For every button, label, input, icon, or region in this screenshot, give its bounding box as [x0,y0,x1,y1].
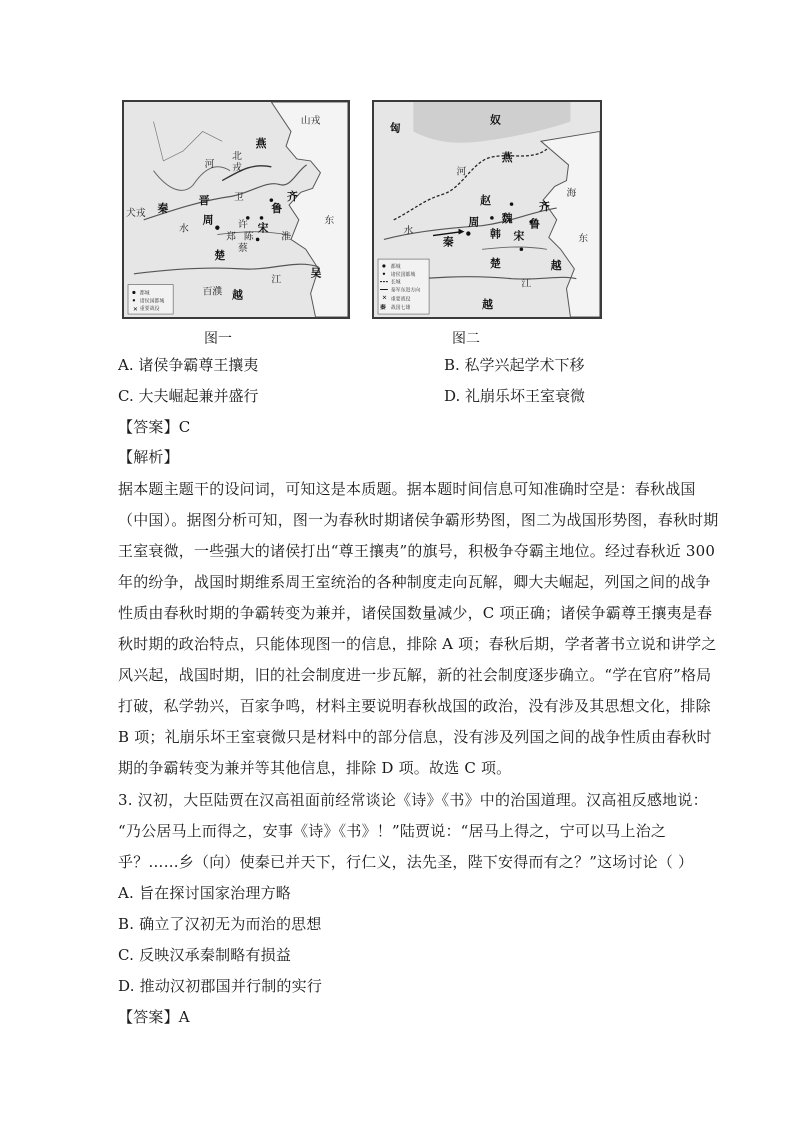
map2-city-dot [510,202,514,206]
map2-label-dong: 东 [578,233,589,245]
map2-label-yue-east: 越 [550,258,562,272]
map2-capital-dot [466,231,470,235]
map1-legend-vassal: 诸侯国都城 [139,298,165,305]
map1-label-yan: 燕 [255,137,267,151]
map2-label-wei: 魏 [501,211,513,225]
map1-label-chu: 楚 [214,249,226,263]
map1-label-song: 宋 [257,221,269,235]
map1-label-qin: 秦 [157,201,169,215]
analysis-line: 秋时期的政治特点，只能体现图一的信息，排除 A 项；春秋后期，学者著书立说和讲学之 [118,635,717,653]
svg-text:✕: ✕ [381,295,387,302]
map1-label-lu: 鲁 [271,201,283,215]
map1-capital-dot [215,226,219,230]
analysis-line: 期的争霸转变为兼并等其他信息，排除 D 项。故选 C 项。 [118,759,512,777]
figure2-caption: 图二 [452,331,480,347]
q3-option-d: D. 推动汉初郡国并行制的实行 [118,977,323,995]
map1-label-shui: 水 [179,223,189,235]
analysis-line: B 项；礼崩乐坏王室衰微只是材料中的部分信息，没有涉及列国之间的战争性质由春秋时 [118,728,712,746]
map2-label-yan: 燕 [501,150,513,164]
q2-option-c: C. 大夫崛起兼并盛行 [118,387,259,405]
map1-label-baipu: 百濮 [202,286,223,298]
map1-label-shanrong: 山戎 [300,115,321,127]
map2-label-jiang: 江 [521,278,532,290]
map2-legend-wall: 长城 [390,279,401,286]
map2-label-qi: 齐 [539,199,550,213]
map1-label-chen: 陈 [243,231,254,243]
map2-label-song: 宋 [513,229,525,243]
map2-legend-qin-route: 秦军东进方向 [390,287,421,294]
map1-label-zheng: 郑 [226,231,236,243]
q3-option-c: C. 反映汉承秦制略有损益 [118,946,292,964]
analysis-line: 年的纷争，战国时期维系周王室统治的各种制度走向瓦解，卿大夫崛起，列国之间的战争 [118,573,711,591]
analysis-line: （中国）。据图分析可知，图一为春秋时期诸侯争霸形势图，图二为战国形势图，春秋时期 [118,511,719,529]
map1-svg [124,102,348,317]
analysis-line: 据本题主题干的设问词，可知这是本质题。据本题时间信息可知准确时空是：春秋战国 [118,480,696,498]
map2-label-yue-south: 越 [482,298,493,312]
map2-svg [374,102,600,317]
map2-label-shui: 水 [403,225,414,237]
map2-label-zhao: 赵 [480,194,491,208]
map1-city-dot [260,216,264,220]
svg-text:✕: ✕ [132,307,138,314]
map1-label-xu: 许 [237,219,248,231]
map2-label-lu: 鲁 [529,217,541,231]
map2-legend-capital: 都城 [390,263,401,270]
q3-stem-line: “乃公居马上而得之，安事《诗》《书》！”陆贾说：“居马上得之，宁可以马上治之 [118,822,667,840]
analysis-line: 王室衰微，一些强大的诸侯打出“尊王攘夷”的旗号，积极争夺霸主地位。经过春秋近 300 [118,542,716,560]
map1-label-rong: 戎 [232,162,242,174]
map2-label-nu: 奴 [489,113,501,127]
map2-label-han: 韩 [489,227,501,241]
map1-label-jiang: 江 [271,274,282,286]
q2-answer: 【答案】C [118,418,191,436]
q3-answer: 【答案】A [118,1008,190,1026]
map2-city-dot [520,247,524,251]
map1-label-wu: 吴 [310,266,322,280]
map2-label-hai: 海 [566,188,577,200]
map2-label-zhou: 周 [468,215,480,229]
map2-legend-seven: 战国七雄 [390,305,411,312]
map1-label-jin: 晋 [198,194,210,208]
map1-label-huai: 淮 [281,231,291,243]
map2-city-dot [490,216,494,220]
map2-legend [378,259,429,314]
map2-label-chu: 楚 [489,256,501,270]
q2-option-d: D. 礼崩乐坏王室衰微 [444,387,586,405]
map-warring-states [372,100,602,319]
map1-legend [128,285,173,314]
map1-legend-battle: 重要战役 [139,306,160,313]
analysis-line: 风兴起，战国时期，旧的社会制度进一步瓦解，新的社会制度逐步确立。“学在官府”格局 [118,666,712,684]
svg-text:秦: 秦 [379,304,386,312]
map1-label-wei: 卫 [234,192,244,204]
q2-option-b: B. 私学兴起学术下移 [444,356,585,374]
map1-label-cai: 蔡 [237,243,248,255]
map1-label-qi: 齐 [287,190,298,204]
map1-label-yue: 越 [232,288,243,302]
figure1-caption: 图一 [204,331,232,347]
map2-label-xiong: 匈 [389,121,401,135]
map1-legend-capital: 都城 [139,290,150,297]
q3-option-a: A. 旨在探讨国家治理方略 [118,884,291,902]
map2-legend-battle: 重要战役 [390,296,411,303]
analysis-line: 打破，私学勃兴，百家争鸣，材料主要说明春秋战国的政治，没有涉及其思想文化，排除 [118,697,711,715]
map1-label-zhou: 周 [202,213,214,227]
map1-label-bei: 北 [232,150,242,162]
map1-label-quanrong: 犬戎 [126,207,146,219]
q2-option-a: A. 诸侯争霸尊王攘夷 [118,356,259,374]
analysis-title: 【解析】 [118,448,179,466]
map2-label-he: 河 [456,166,467,178]
q3-stem-line: 3. 汉初，大臣陆贾在汉高祖面前经常谈论《诗》《书》中的治国道理。汉高祖反感地说： [118,791,708,809]
map1-city-dot [256,238,260,242]
map1-label-dong: 东 [324,215,335,227]
q3-option-b: B. 确立了汉初无为而治的思想 [118,915,322,933]
map-spring-autumn [122,100,350,319]
map2-legend-vassal: 诸侯国都城 [390,271,416,278]
analysis-line: 性质由春秋时期的争霸转变为兼并，诸侯国数量减少，C 项正确；诸侯争霸尊王攘夷是春 [118,604,713,622]
map1-label-he: 河 [204,158,215,170]
map2-label-qin: 秦 [442,235,454,249]
q3-stem-line: 乎？……乡（向）使秦已并天下，行仁义，法先圣，陛下安得而有之？”这场讨论（ ） [118,853,694,871]
